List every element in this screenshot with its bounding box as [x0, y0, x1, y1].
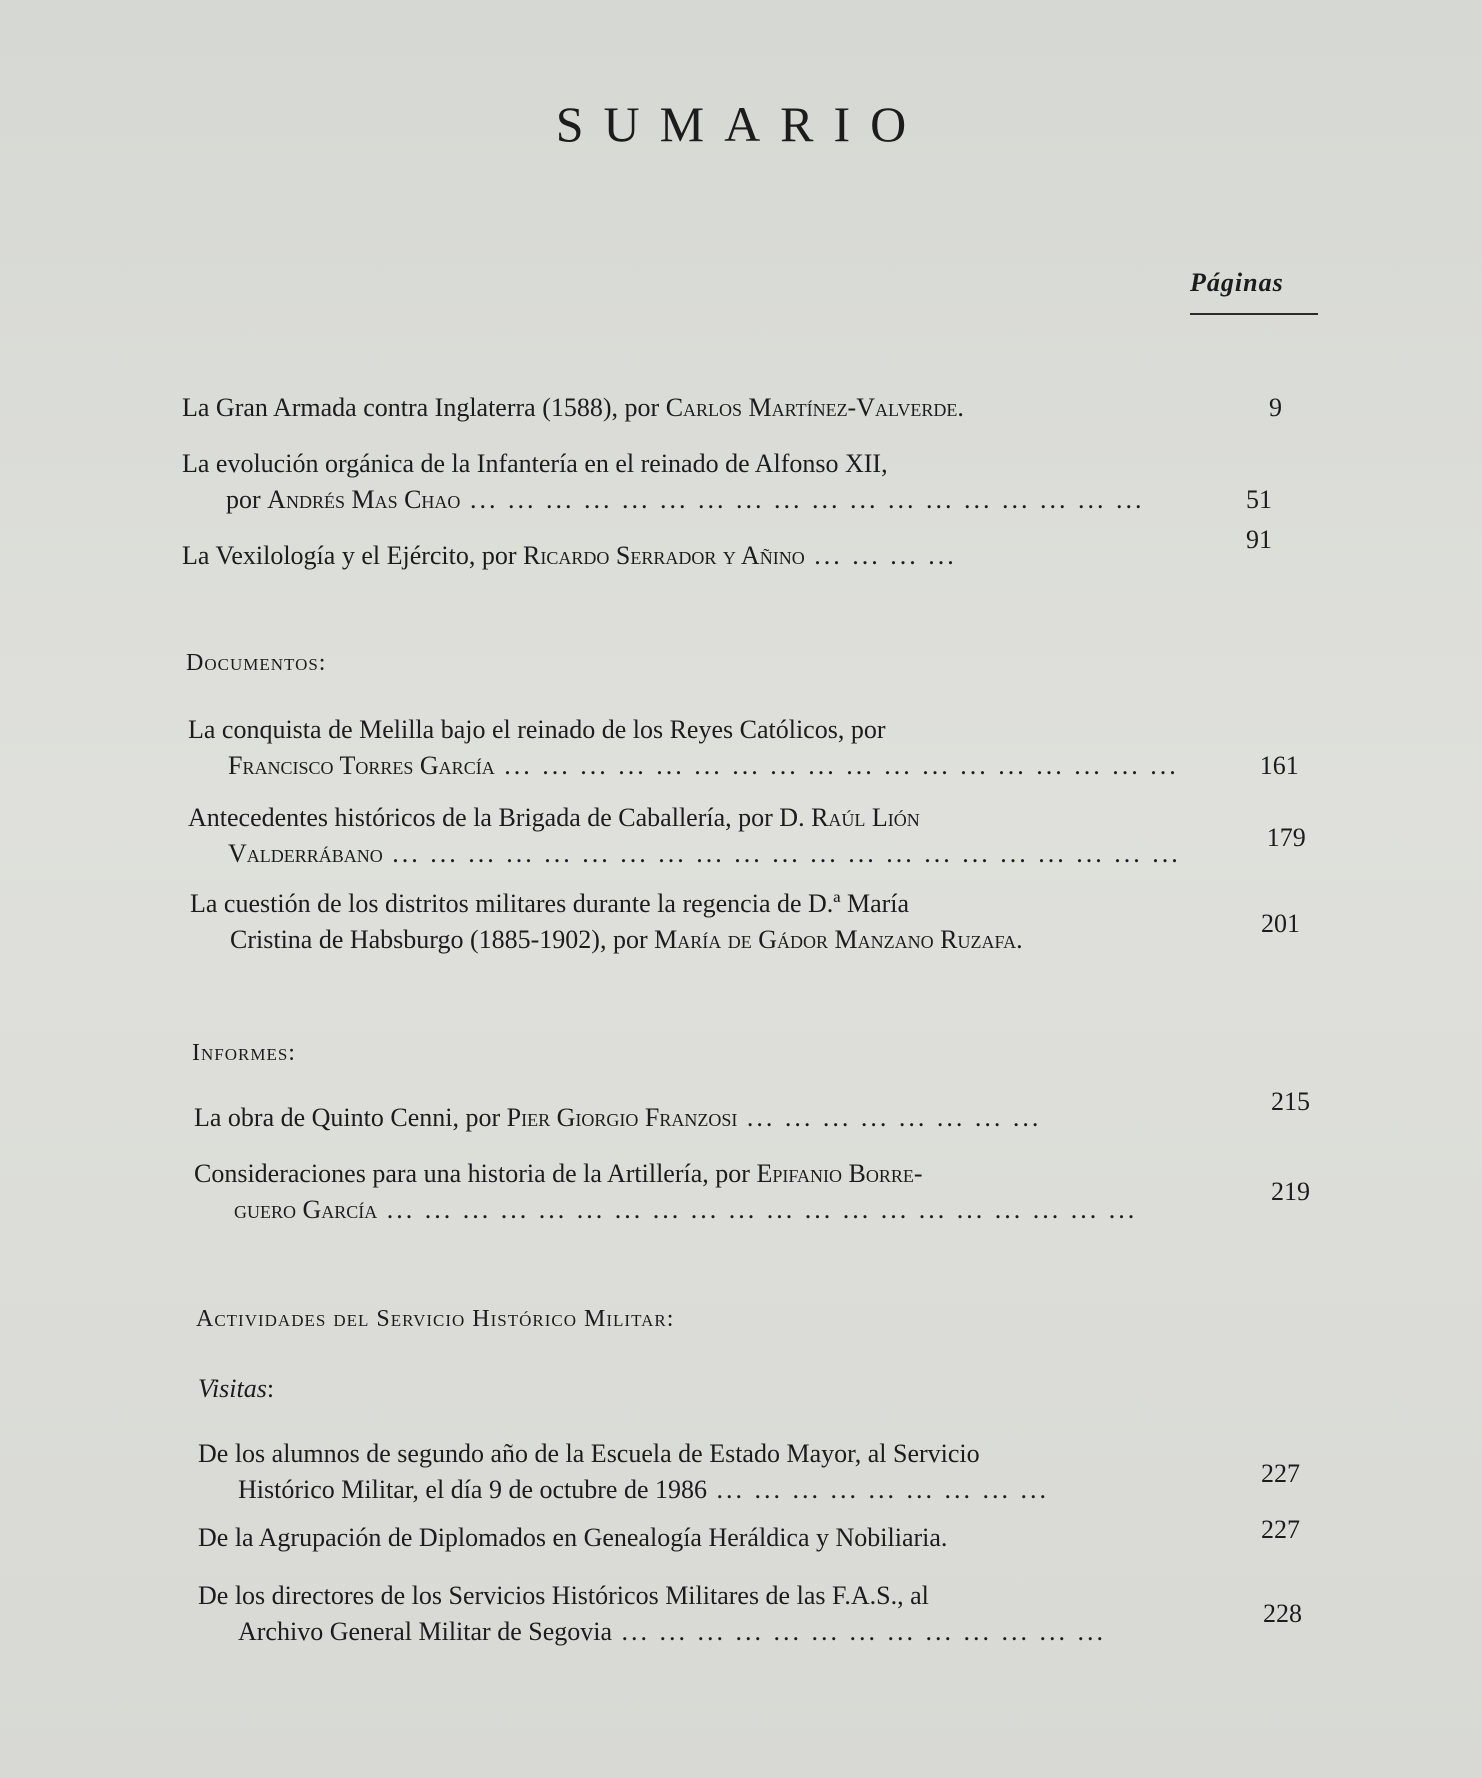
entry-title: La evolución orgánica de la Infantería en el reinado de Alfonso XII,	[182, 449, 888, 478]
section-informes: Informes:	[192, 1040, 296, 1066]
entry-author: María de Gádor Manzano Ruzafa	[654, 925, 1017, 954]
toc-entry[interactable]	[194, 1156, 1310, 1228]
entry-author: Francisco Torres García	[228, 751, 495, 780]
entry-title: La conquista de Melilla bajo el reinado de los Reyes Católicos, por	[188, 715, 886, 744]
visitas-label: Visitas	[198, 1374, 267, 1403]
toc-entry[interactable]	[188, 712, 1299, 784]
entry-page-number: 215	[1271, 1087, 1310, 1116]
page-title: SUMARIO	[555, 96, 927, 152]
entry-page-number: 228	[1263, 1599, 1302, 1628]
toc-entry[interactable]	[190, 886, 1300, 958]
entry-author-cont: guero García	[234, 1195, 378, 1224]
toc-entry[interactable]	[182, 446, 1272, 518]
entry-author-cont: Valderrábano	[228, 839, 383, 868]
entry-title: Consideraciones para una historia de la Artillería, por	[194, 1159, 757, 1188]
entry-by: por	[226, 485, 268, 514]
entry-title: La cuestión de los distritos militares durante la regencia de D.ª María	[190, 889, 910, 918]
entry-page-number: 179	[1266, 823, 1306, 852]
entry-page-number: 161	[1259, 751, 1299, 780]
entry-author: Andrés Mas Chao	[267, 485, 461, 514]
entry-page-number: 51	[1246, 485, 1272, 514]
toc-entry[interactable]	[198, 1436, 1300, 1508]
leader-dots: ... ... ... ... ... ... ... ... ... ... ... ... ... ... ... ... ... ... ... ... ...	[382, 839, 1181, 868]
entry-punct: .	[1016, 925, 1023, 954]
section-actividades: Actividades del Servicio Histórico Militar:	[196, 1306, 675, 1332]
leader-dots: ... ... ... ...	[804, 541, 957, 570]
toc-entry[interactable]	[198, 1515, 1300, 1556]
subsection-visitas	[198, 1374, 274, 1404]
leader-dots: ... ... ... ... ... ... ... ... ...	[707, 1475, 1050, 1504]
entry-page-number: 9	[1269, 393, 1282, 422]
leader-dots: ... ... ... ... ... ... ... ... ... ... ... ... ... ... ... ... ... ...	[460, 485, 1145, 514]
section-documentos: Documentos:	[186, 650, 327, 676]
entry-punct: .	[957, 393, 964, 422]
entry-title: La Vexilología y el Ejército, por	[182, 541, 524, 570]
leader-dots: ... ... ... ... ... ... ... ... ... ... ... ... ... ... ... ... ... ...	[494, 751, 1179, 780]
entry-author: Carlos Martínez-Valverde	[665, 393, 958, 422]
entry-author: Ricardo Serrador y Añino	[523, 541, 805, 570]
entry-title-cont: Archivo General Militar de Segovia	[238, 1617, 612, 1646]
entry-title: La obra de Quinto Cenni, por	[194, 1103, 507, 1132]
toc-entry[interactable]	[194, 1087, 1310, 1136]
entry-title: De la Agrupación de Diplomados en Genealogía Heráldica y Nobiliaria.	[198, 1523, 948, 1552]
entry-title-cont: Cristina de Habsburgo (1885-1902), por	[230, 925, 655, 954]
toc-entry[interactable]	[188, 800, 1306, 872]
toc-entry[interactable]	[182, 390, 1282, 426]
entry-page-number: 227	[1261, 1515, 1300, 1544]
visitas-colon: :	[266, 1374, 275, 1403]
entry-title: Antecedentes históricos de la Brigada de Caballería, por	[188, 803, 780, 832]
entry-title: La Gran Armada contra Inglaterra (1588), por	[182, 393, 666, 422]
entry-page-number: 219	[1271, 1177, 1310, 1206]
leader-dots: ... ... ... ... ... ... ... ...	[737, 1103, 1042, 1132]
paginas-rule	[1190, 313, 1318, 315]
leader-dots: ... ... ... ... ... ... ... ... ... ... ... ... ... ... ... ... ... ... ... ...	[377, 1195, 1138, 1224]
toc-entry[interactable]	[198, 1578, 1302, 1650]
entry-author: Pier Giorgio Franzosi	[506, 1103, 738, 1132]
entry-page-number: 227	[1261, 1459, 1300, 1488]
entry-title: De los alumnos de segundo año de la Escuela de Estado Mayor, al Servicio	[198, 1439, 980, 1468]
entry-page-number: 91	[1246, 525, 1272, 554]
entry-title-cont: Histórico Militar, el día 9 de octubre de 1986	[238, 1475, 708, 1504]
entry-title: De los directores de los Servicios Históricos Militares de las F.A.S., al	[198, 1581, 929, 1610]
entry-author: D. Raúl Lión	[779, 803, 920, 832]
entry-author: Epifanio Borre-	[756, 1159, 923, 1188]
toc-entry[interactable]	[182, 525, 1272, 574]
paginas-heading: Páginas	[1190, 268, 1284, 297]
entry-page-number: 201	[1261, 909, 1300, 938]
leader-dots: ... ... ... ... ... ... ... ... ... ... ... ... ...	[612, 1617, 1106, 1646]
